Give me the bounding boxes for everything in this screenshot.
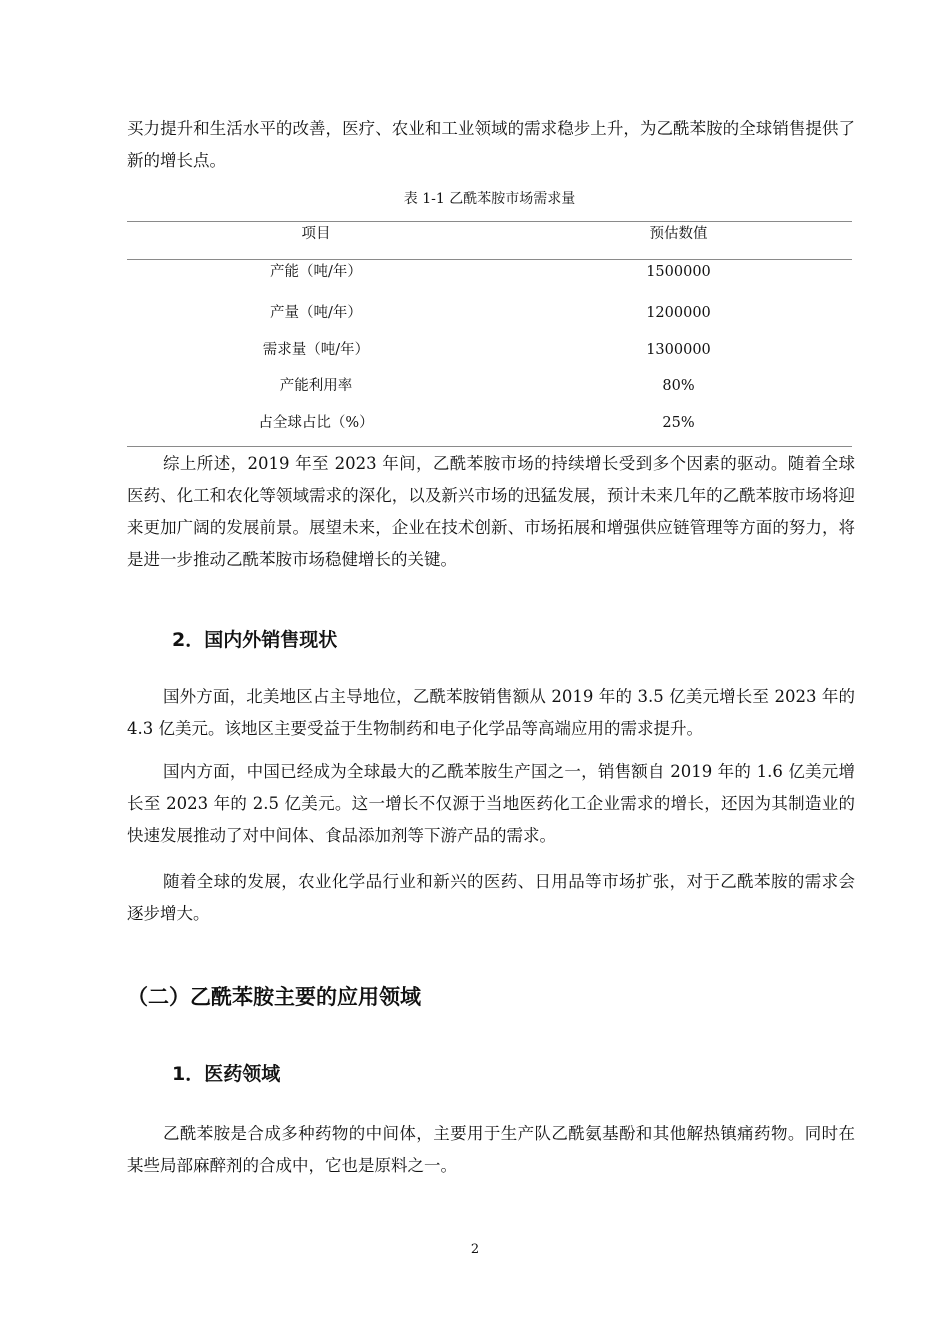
section-heading-applications: （二）乙酰苯胺主要的应用领域 [127, 985, 421, 1009]
table-cell-item: 需求量（吨/年） [262, 342, 370, 358]
table-header-item: 项目 [301, 226, 331, 242]
table-cell-value: 25% [662, 415, 695, 431]
sales-paragraph-abroad: 国外方面，北美地区占主导地位，乙酰苯胺销售额从 2019 年的 3.5 亿美元增长至 2023 年的 4.3 亿美元。该地区主要受益于生物制药和电子化学品等高端应用的需求提升。 [127, 687, 855, 738]
table-cell-value: 80% [662, 378, 695, 394]
section-heading-sales: 2．国内外销售现状 [172, 629, 338, 651]
table-top-rule [127, 221, 852, 222]
page-number: 2 [470, 1242, 480, 1257]
sales-paragraph-domestic: 国内方面，中国已经成为全球最大的乙酰苯胺生产国之一，销售额自 2019 年的 1.6 亿美元增长至 2023 年的 2.5 亿美元。这一增长不仅源于当地医药化工企业需求的增长，还因为其制造业的快速发展推动了对中间体、食品添加剂等下游产品的需求。 [127, 762, 855, 845]
table-cell-item: 占全球占比（%） [258, 415, 374, 431]
table-cell-value: 1500000 [646, 264, 711, 280]
table-cell-item: 产量（吨/年） [270, 305, 362, 321]
sales-paragraph-outlook: 随着全球的发展，农业化学品行业和新兴的医药、日用品等市场扩张，对于乙酰苯胺的需求会逐步增大。 [127, 872, 855, 923]
table-caption: 表 1-1 乙酰苯胺市场需求量 [403, 191, 576, 207]
table-header-rule [127, 259, 852, 260]
intro-paragraph: 买力提升和生活水平的改善，医疗、农业和工业领域的需求稳步上升，为乙酰苯胺的全球销售提供了新的增长点。 [127, 119, 855, 170]
subsection-heading-medicine: 1．医药领域 [172, 1063, 281, 1085]
table-cell-item: 产能（吨/年） [270, 264, 362, 280]
table-bottom-rule [127, 446, 852, 447]
table-cell-item: 产能利用率 [279, 378, 353, 394]
summary-paragraph: 综上所述，2019 年至 2023 年间，乙酰苯胺市场的持续增长受到多个因素的驱动。随着全球医药、化工和农化等领域需求的深化，以及新兴市场的迅猛发展，预计未来几年的乙酰苯胺市场将迎来更加广阔的发展前景。展望未来，企业在技术创新、市场拓展和增强供应链管理等方面的努力，将是进一步推动乙酰苯胺市场稳健增长的关键。 [127, 454, 855, 569]
table-header-value: 预估数值 [649, 226, 708, 242]
medicine-paragraph: 乙酰苯胺是合成多种药物的中间体，主要用于生产队乙酰氨基酚和其他解热镇痛药物。同时在某些局部麻醉剂的合成中，它也是原料之一。 [127, 1124, 855, 1175]
table-cell-value: 1200000 [646, 305, 711, 321]
table-cell-value: 1300000 [646, 342, 711, 358]
